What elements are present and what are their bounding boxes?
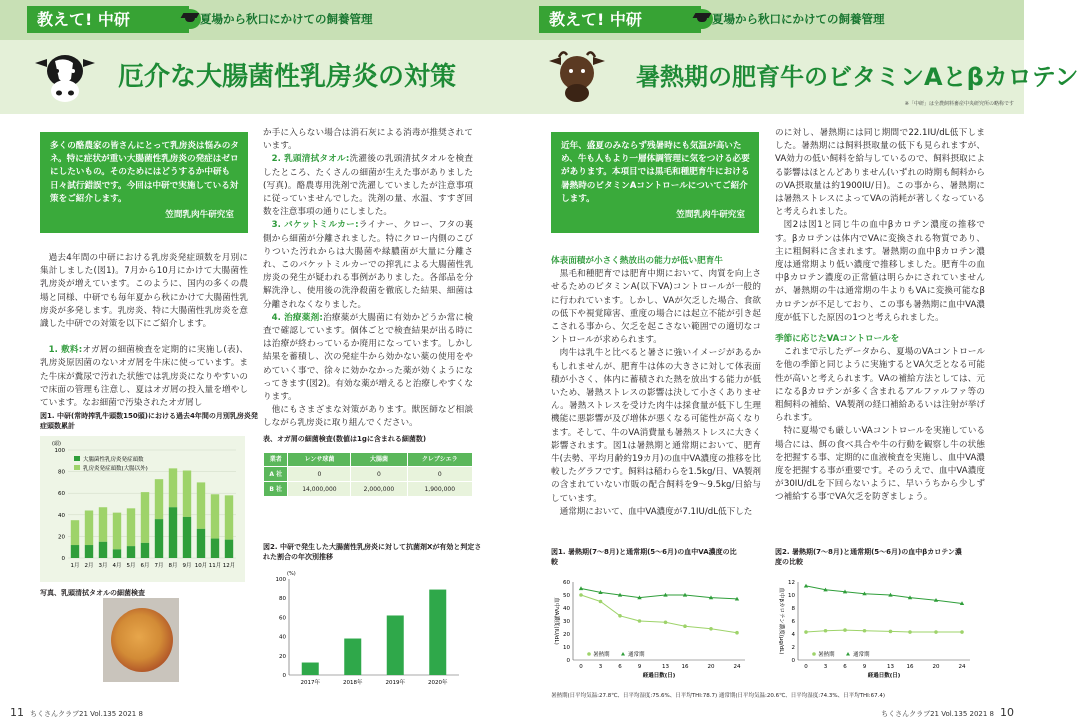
y-tick-label: 80 xyxy=(58,469,65,476)
paragraph: 特に夏場でも厳しいVAコントロールを実施している場合には、餌の食べ具合や牛の行動を観察し牛の状態を把握する事、定期的に血液検査を実施し、血中VA濃度を把握する事が重要です。そのうえで、血中VA濃度が30IU/dLを下回らないように、早いうちから少しずつ補給する事でVA欠乏を防ぎましょう。 xyxy=(775,426,985,503)
graduation-cap-icon xyxy=(179,9,201,29)
bar-other xyxy=(85,510,93,545)
paragraph: 洗濯後の乳頭清拭タオルを検査したところ、たくさんの細菌が生えた事がありました(写真)。酪農専用洗剤で洗濯していましたが注意事項に従っていませんでした。洗剤の量、水温、すすぎ回数を注意事項の通りにしました。 xyxy=(263,154,473,218)
column-header: クレブシエラ xyxy=(407,453,472,467)
x-tick-label: 1月 xyxy=(70,563,80,569)
table-cell: A 社 xyxy=(264,467,288,482)
data-point xyxy=(863,629,867,633)
bar-other xyxy=(127,508,135,546)
data-point xyxy=(735,631,739,635)
section-badge xyxy=(27,6,189,33)
legend-label: 大腸菌性乳房炎発症頭数 xyxy=(83,457,144,463)
column-header: レンサ球菌 xyxy=(288,453,351,467)
paragraph: ライナー、クロー、フタの裏側から細菌が分離されました。特にクロー内側のこびりついた汚れからは大腸菌や緑膿菌が大量に分離され、このバケットミルカーでの搾乳による大腸菌性乳房炎の発生が疑われる事例がありました。各部品を分解洗浄し、使用後の洗浄殺菌を徹底した結果、細菌は分離されなくなりました。 xyxy=(263,220,473,310)
y-tick-label: 20 xyxy=(563,632,570,638)
bar-ecoli xyxy=(225,540,233,558)
body-column-2 xyxy=(775,127,985,505)
figure-2-chart xyxy=(772,572,982,690)
page-number: 10 xyxy=(1000,705,1014,719)
y-tick-label: 20 xyxy=(279,653,286,660)
x-tick-label: 2017年 xyxy=(300,680,320,686)
bar xyxy=(302,663,319,675)
legend-label: 乳房炎発症頭数(大腸以外) xyxy=(83,466,148,472)
data-point xyxy=(843,628,847,632)
bar-ecoli xyxy=(113,549,121,558)
x-tick-label: 24 xyxy=(958,664,966,670)
legend-swatch xyxy=(74,456,80,461)
y-tick-label: 60 xyxy=(279,615,286,622)
x-tick-label: 20 xyxy=(932,664,940,670)
byline: 笠間乳肉牛研究室 xyxy=(676,210,745,220)
x-tick-label: 2020年 xyxy=(428,680,448,686)
dairy-cow-icon xyxy=(33,49,97,105)
legend-label: 通常期 xyxy=(853,652,870,658)
y-axis-unit: (頭) xyxy=(52,441,61,447)
bar-other xyxy=(99,507,107,542)
data-point xyxy=(618,614,622,618)
data-point xyxy=(960,630,964,634)
bar-other xyxy=(155,479,163,519)
byline: 笠間乳肉牛研究室 xyxy=(165,210,234,220)
series-line xyxy=(806,630,962,632)
table-cell: 2,000,000 xyxy=(351,482,407,497)
y-tick-label: 50 xyxy=(563,593,570,599)
x-tick-label: 0 xyxy=(579,664,583,670)
article-title: 厄介な大腸菌性乳房炎の対策 xyxy=(118,62,457,92)
bar-ecoli xyxy=(211,539,219,558)
x-tick-label: 6月 xyxy=(140,563,150,569)
body-column-1 xyxy=(40,252,248,410)
figure-1-chart xyxy=(40,436,245,582)
header-bar xyxy=(0,0,512,40)
conditions-note: 暑熱期(日平均気温:27.8℃、日平均湿度:75.6%、日平均THI:78.7) 通常期(日平均気温:20.6℃、日平均湿度:74.3%、日平均THI:67.4) xyxy=(551,693,885,699)
data-point xyxy=(638,619,642,623)
photo-caption: 写真、乳頭清拭タオルの細菌検査 xyxy=(40,589,145,597)
y-tick-label: 8 xyxy=(791,606,795,612)
paragraph: 通常期において、血中VA濃度が7.1IU/dL低下した xyxy=(559,506,753,517)
figure-1-chart xyxy=(547,572,757,690)
column-header: 業者 xyxy=(264,453,288,467)
section-heading: 4. 治療薬剤: xyxy=(271,312,323,323)
legend-marker xyxy=(812,652,816,656)
series-line xyxy=(581,595,737,633)
x-tick-label: 3月 xyxy=(98,563,108,569)
paragraph: オガ屑の細菌検査を定期的に実施し(表)、乳房炎原因菌のないオガ屑を牛床に使っています。また牛床が糞尿で汚れた状態では乳房炎になりやすいので床面の管理も注意し、夏はオガ屑の投入量を増やしています。なお細菌で汚染されたオガ屑し xyxy=(40,345,248,409)
series-line xyxy=(806,586,962,604)
data-point xyxy=(824,629,828,633)
bar xyxy=(429,590,446,675)
bar-other xyxy=(211,494,219,538)
x-tick-label: 13 xyxy=(662,664,669,670)
bar-ecoli xyxy=(141,543,149,558)
data-point xyxy=(804,584,808,588)
bar-ecoli xyxy=(71,545,79,558)
bacteria-table xyxy=(263,452,473,497)
paragraph: 過去4年間の中研における乳房炎発症頭数を月別に集計しました(図1)。7月から10月にかけて大腸菌性乳房炎が増えています。このように、国内の多くの農場と同様、中研でも毎年夏から秋にかけて大腸菌性乳房炎が多発します。乳房炎、特に大腸菌性乳房炎を意識した中研での対策を以下にご紹介します。 xyxy=(40,253,248,330)
x-tick-label: 10月 xyxy=(194,563,208,569)
bar-ecoli xyxy=(155,519,163,558)
y-tick-label: 40 xyxy=(563,606,570,612)
page-number: 11 xyxy=(10,705,24,719)
intro-box: 近年、盛夏のみならず残暑時にも気温が高いため、牛も人もより一層体調管理に気をつける必要があります。本項目では黒毛和種肥育牛における暑熱時のビタミンAコントロールについてご紹介します。 xyxy=(551,132,759,232)
x-tick-label: 2019年 xyxy=(385,680,405,686)
legend-label: 暑熱期 xyxy=(818,652,835,658)
x-tick-label: 8月 xyxy=(168,563,178,569)
data-point xyxy=(908,630,912,634)
footer-text: ちくさんクラブ21 Vol.135 2021 8 xyxy=(881,709,994,718)
data-point xyxy=(579,586,583,590)
legend-swatch xyxy=(74,465,80,470)
paragraph: 肉牛は乳牛と比べると暑さに強いイメージがあるかもしれませんが、肥育牛は体の大きさに対して体表面積が小さく、体内に蓄積された熱を放出する能力が低いため、暑熱ストレスの影響は決して小さくありません。暑熱ストレスを受けた肉牛は採食量が低下し生理機能に悪影響が及び増体が悪くなる可能性が高くなります。そして、牛のVA消費量も暑熱ストレスに大きく影響されます。図1は暑熱期と通常期において、肥育牛(去勢、平均月齢約19カ月)の血中VA濃度の推移を比較したグラフです。飼料は稲わらを1.5kg/日、VA製剤の含まれていない市販の配合飼料を9〜9.5kg/日給与しています。 xyxy=(551,348,761,504)
legend-label: 暑熱期 xyxy=(593,652,610,658)
data-point xyxy=(683,624,687,628)
y-tick-label: 30 xyxy=(563,619,570,625)
bar-ecoli xyxy=(183,517,191,558)
bar-other xyxy=(141,492,149,543)
bar-ecoli xyxy=(127,546,135,558)
y-tick-label: 0 xyxy=(566,658,570,664)
paragraph: か手に入らない場合は消石灰による消毒が推奨されています。 xyxy=(263,128,473,152)
x-tick-label: 3 xyxy=(598,664,603,670)
figure-1-caption: 図1. 中研(常時搾乳牛頭数150頭)における過去4年間の月別乳房炎発症頭数累計 xyxy=(40,412,258,430)
table-cell: 0 xyxy=(288,467,351,482)
footer-text: ちくさんクラブ21 Vol.135 2021 8 xyxy=(30,709,143,718)
figure-2-chart xyxy=(263,567,468,692)
figure-1-caption: 図1. 暑熱期(7〜8月)と通常期(5〜6月)の血中VA濃度の比較 xyxy=(551,548,737,566)
y-tick-label: 20 xyxy=(58,534,65,541)
column-header: 大腸菌 xyxy=(351,453,407,467)
table-cell: 0 xyxy=(351,467,407,482)
legend-label: 通常期 xyxy=(628,652,645,658)
byline-rule xyxy=(551,210,759,243)
bar-other xyxy=(225,495,233,539)
paragraph: のに対し、暑熱期には同じ期間で22.1IU/dL低下しました。暑熱期には飼料摂取量の低下も見られますが、VA効力の低い飼料を給与しているので、飼料摂取による影響はほとんどありません(いずれの時期も飼料からのVA摂取量は約1900IU/日)。この事から、暑熱期には暑熱ストレスによってVAの消耗が著しくなっていると考えられました。 xyxy=(775,128,985,218)
figure-2-caption: 図2. 中研で発生した大腸菌性乳房炎に対して抗菌剤Xが有効と判定された割合の年次別推移 xyxy=(263,543,482,561)
left-page xyxy=(0,0,512,724)
beef-cow-icon xyxy=(545,49,609,105)
bar xyxy=(387,615,404,675)
x-tick-label: 16 xyxy=(681,664,689,670)
y-tick-label: 60 xyxy=(563,580,570,586)
bar-ecoli xyxy=(197,529,205,558)
bar-ecoli xyxy=(99,542,107,558)
right-page xyxy=(512,0,1079,724)
bar-ecoli xyxy=(169,507,177,558)
x-tick-label: 2018年 xyxy=(343,680,363,686)
badge-label: 教えて! 中研 xyxy=(37,10,130,29)
y-axis-unit: (%) xyxy=(287,571,296,577)
section-heading: 1. 敷料: xyxy=(48,345,83,356)
x-tick-label: 9 xyxy=(637,664,642,670)
x-tick-label: 11月 xyxy=(208,563,222,569)
section-heading: 季節に応じたVAコントロールを xyxy=(775,334,900,345)
x-axis-label: 経過日数(日) xyxy=(867,673,901,679)
footer xyxy=(881,706,1014,721)
y-tick-label: 40 xyxy=(279,634,286,641)
x-tick-label: 6 xyxy=(843,664,847,670)
table-cell: 14,000,000 xyxy=(288,482,351,497)
x-tick-label: 7月 xyxy=(154,563,164,569)
section-heading: 2. 乳頭清拭タオル: xyxy=(271,154,350,165)
y-tick-label: 10 xyxy=(788,593,795,599)
data-point xyxy=(934,630,938,634)
table-cell: 1,900,000 xyxy=(407,482,472,497)
x-tick-label: 12月 xyxy=(222,563,236,569)
y-tick-label: 2 xyxy=(791,645,795,651)
paragraph: 治療薬が大腸菌に有効かどうか常に検査で確認しています。個体ごとで検査結果が出る時には治療が終わっているか廃用になっています。しかし結果を蓄積し、次の発症牛から効かない薬の使用をやめていく事で、徐々に効かなかった薬が効くようになってきます(図2)。有効な薬が増えると治療しやすくなります。 xyxy=(263,312,473,403)
bar xyxy=(344,639,361,675)
data-point xyxy=(709,627,713,631)
figure-2-caption: 図2. 暑熱期(7〜8月)と通常期(5〜6月)の血中βカロテン濃度の比較 xyxy=(775,548,962,566)
header-bar xyxy=(512,0,1024,40)
byline-rule xyxy=(40,210,248,243)
table-cell: B 社 xyxy=(264,482,288,497)
graduation-cap-icon xyxy=(691,9,713,29)
body-column-1 xyxy=(551,252,761,519)
article-title: 暑熱期の肥育牛のビタミンAとβカロテン xyxy=(636,63,1079,91)
x-axis-label: 経過日数(日) xyxy=(642,673,676,679)
x-tick-label: 5月 xyxy=(126,563,136,569)
bar-other xyxy=(113,513,121,550)
y-tick-label: 0 xyxy=(791,658,795,664)
data-point xyxy=(579,593,583,597)
paragraph: これまで示したデータから、夏場のVAコントロールを他の季節と同じように実施するとVA欠乏となる可能性が高いと考えられます。VAの補給方法としては、元になるβカロテンが多く含まれるアルファルファ等の粗飼料の補給、VA製剤の経口補給あるいは注射が挙げられます。 xyxy=(775,347,985,424)
data-point xyxy=(804,630,808,634)
x-tick-label: 6 xyxy=(618,664,622,670)
header-subtitle: 夏場から秋口にかけての飼養管理 xyxy=(712,12,885,26)
petri-dish-photo xyxy=(103,598,179,682)
y-tick-label: 0 xyxy=(282,673,286,679)
series-line xyxy=(581,589,737,599)
section-heading: 3. バケットミルカー: xyxy=(271,220,359,231)
footer xyxy=(10,706,143,721)
table-row xyxy=(264,467,473,482)
bar-other xyxy=(197,482,205,528)
x-tick-label: 4月 xyxy=(112,563,122,569)
x-tick-label: 0 xyxy=(804,664,808,670)
y-axis-label: 血中βカロテン濃度(μg/dL) xyxy=(778,587,784,655)
y-tick-label: 60 xyxy=(58,491,65,498)
y-tick-label: 80 xyxy=(279,596,286,603)
y-tick-label: 4 xyxy=(791,632,795,638)
x-tick-label: 9 xyxy=(862,664,867,670)
paragraph: 黒毛和種肥育では肥育中期において、肉質を向上させるためのビタミンA(以下VA)コントロールが一般的に行われています。しかし、VAが欠乏した場合、食欲の低下や視覚障害、重度の場合には起立不能が引き起こされる事から、欠乏を起こさない範囲での適切なコントロールが求められます。 xyxy=(551,269,761,346)
y-tick-label: 6 xyxy=(791,619,795,625)
table-row xyxy=(264,482,473,497)
x-tick-label: 9月 xyxy=(182,563,192,569)
section-heading: 体表面積が小さく熱放出の能力が低い肥育牛 xyxy=(551,256,723,266)
bar-other xyxy=(71,520,79,545)
footnote: ※「中研」は全農飼料畜産中央研究所の略称です xyxy=(904,101,1014,107)
x-tick-label: 3 xyxy=(823,664,828,670)
x-tick-label: 13 xyxy=(887,664,894,670)
legend-marker xyxy=(587,652,591,656)
table-header-row xyxy=(264,453,473,467)
data-point xyxy=(889,630,893,634)
bar-other xyxy=(169,468,177,507)
body-column-2 xyxy=(263,127,473,431)
section-badge xyxy=(539,6,701,33)
x-tick-label: 16 xyxy=(906,664,914,670)
legend-marker xyxy=(846,652,850,656)
x-tick-label: 2月 xyxy=(84,563,94,569)
table-cell: 0 xyxy=(407,467,472,482)
bar-ecoli xyxy=(85,545,93,558)
x-tick-label: 24 xyxy=(733,664,741,670)
data-point xyxy=(664,621,668,625)
header-subtitle: 夏場から秋口にかけての飼養管理 xyxy=(200,12,373,26)
y-tick-label: 0 xyxy=(61,556,65,562)
y-tick-label: 100 xyxy=(54,448,65,454)
badge-label: 教えて! 中研 xyxy=(549,10,642,29)
intro-box: 多くの酪農家の皆さんにとって乳房炎は悩みのタネ。特に症状が重い大腸菌性乳房炎の発症はゼロにしたいもの。そのためにはどうするか中研も日々試行錯誤です。今回は中研で実施している対策をご紹介します。 xyxy=(40,132,248,232)
paragraph: 図2は図1と同じ牛の血中βカロテン濃度の推移です。βカロテンは体内でVAに変換される物質であり、主に粗飼料に含まれます。暑熱期の血中βカロテン濃度は通常期より低い濃度で推移しました。肥育牛の血中βカロテン濃度の正常値は明らかにされていませんが、暑熱期の牛は通常期の牛よりもVAに変換可能なβカロテンが不足しており、この事も暑熱期に血中VA濃度が低下した原因の1つと考えられました。 xyxy=(775,220,985,323)
data-point xyxy=(599,600,603,604)
x-tick-label: 20 xyxy=(707,664,715,670)
y-tick-label: 100 xyxy=(275,577,286,583)
y-tick-label: 10 xyxy=(563,645,570,651)
table-caption: 表、オガ屑の細菌検査(数値は1gに含まれる細菌数) xyxy=(263,435,427,443)
paragraph: 他にもさまざまな対策があります。獣医師など相談しながら乳房炎に取り組んでください。 xyxy=(263,405,473,429)
y-tick-label: 12 xyxy=(788,580,795,586)
y-axis-label: 血中VA濃度(IU/dL) xyxy=(553,597,559,645)
y-tick-label: 40 xyxy=(58,512,65,519)
legend-marker xyxy=(621,652,625,656)
bar-other xyxy=(183,471,191,517)
